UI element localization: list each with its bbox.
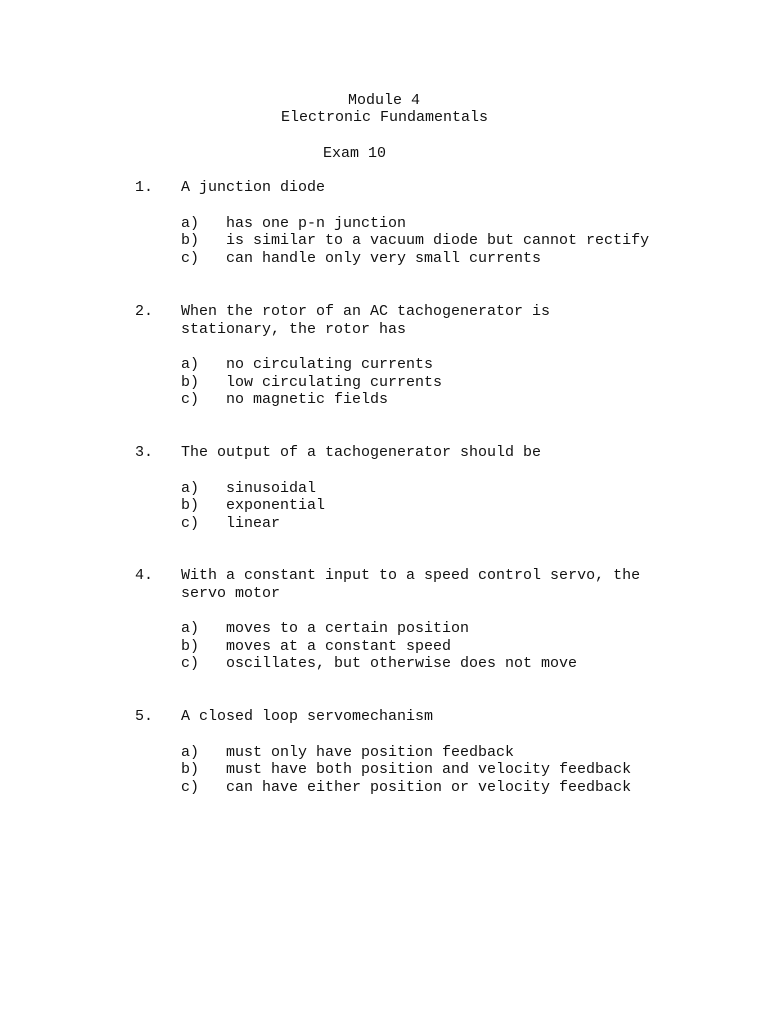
subject-title: Electronic Fundamentals (281, 109, 489, 126)
option-text: is similar to a vacuum diode but cannot rectify (226, 232, 650, 250)
option-letter: b) (181, 497, 200, 515)
question-number: 2. (135, 303, 154, 320)
question-text: The output of a tachogenerator should be (181, 444, 542, 461)
option-text: can handle only very small currents (226, 249, 542, 267)
option-text: must have both position and velocity feedback (226, 761, 632, 779)
option-letter: b) (181, 232, 200, 250)
question-number: 3. (135, 444, 154, 461)
option-text: can have either position or velocity feedback (226, 778, 632, 796)
question-text: servo motor (181, 584, 281, 602)
option-letter: a) (181, 356, 200, 374)
question-text: stationary, the rotor has (181, 320, 407, 338)
option-text: no magnetic fields (226, 391, 389, 409)
option-letter: c) (181, 514, 200, 532)
option-text: oscillates, but otherwise does not move (226, 655, 578, 673)
option-text: must only have position feedback (226, 743, 515, 761)
question-number: 5. (135, 708, 154, 725)
option-text: linear (226, 514, 281, 532)
option-letter: a) (181, 479, 200, 497)
option-letter: a) (181, 743, 200, 761)
option-letter: c) (181, 655, 200, 673)
option-letter: a) (181, 620, 200, 638)
option-text: has one p-n junction (226, 214, 407, 232)
option-letter: b) (181, 761, 200, 779)
option-text: exponential (226, 497, 326, 515)
question-number: 1. (135, 179, 154, 196)
option-text: sinusoidal (226, 479, 317, 497)
option-text: low circulating currents (226, 373, 443, 391)
option-letter: c) (181, 778, 200, 796)
question-text: A closed loop servomechanism (181, 708, 434, 725)
option-letter: c) (181, 249, 200, 267)
option-letter: a) (181, 214, 200, 232)
option-letter: c) (181, 391, 200, 409)
option-letter: b) (181, 373, 200, 391)
question-number: 4. (135, 567, 154, 584)
module-title: Module 4 (348, 92, 421, 109)
option-text: no circulating currents (226, 356, 434, 374)
option-text: moves at a constant speed (226, 637, 452, 655)
question-text: With a constant input to a speed control servo, the (181, 567, 641, 584)
question-text: A junction diode (181, 179, 326, 196)
option-text: moves to a certain position (226, 620, 470, 638)
question-text: When the rotor of an AC tachogenerator is (181, 303, 551, 320)
exam-title: Exam 10 (323, 145, 387, 162)
option-letter: b) (181, 637, 200, 655)
